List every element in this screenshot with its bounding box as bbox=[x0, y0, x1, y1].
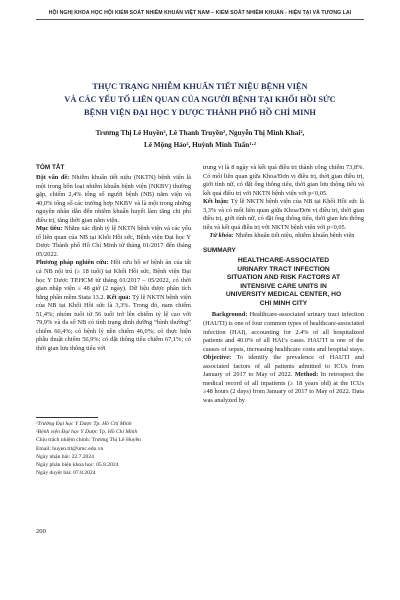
summary-heading: SUMMARY bbox=[203, 246, 236, 254]
paper-title bbox=[40, 80, 360, 119]
footnote-received: Ngày nhận bài: 22.7.2024 bbox=[36, 453, 94, 460]
en-background-label: Background: bbox=[211, 311, 248, 319]
summary-title bbox=[203, 257, 364, 309]
objective-label: Mục tiêu: bbox=[36, 225, 63, 233]
conclusion-label: Kết luận: bbox=[203, 198, 229, 206]
authors-line: Trương Thị Lê Huyền², Lê Thanh Truyền², Nguyễn Thị Minh Khai², bbox=[95, 129, 305, 137]
summary-title-line: URINARY TRACT INFECTION bbox=[237, 265, 330, 273]
abstract-heading: TÓM TẮT bbox=[36, 164, 65, 171]
conclusion-text: Tỷ lệ NKTN bệnh viện của NB tại Khối Hồi sức là 3,3% và có mối liên quan giữa Khoa/Đơn vị điều trị, thời gian điều trị, giới tính nữ, có đặt ống thông tiểu, thời gian lưu thông tiểu và kết quả điều trị với NKTN bệnh viện với p<0,05. bbox=[203, 198, 364, 231]
title-line: VÀ CÁC YẾU TỐ LIÊN QUAN CỦA NGƯỜI BỆNH TẠI KHỐI HỒI SỨC bbox=[64, 95, 336, 104]
results-continued: trung vị là 8 ngày và kết quả điều trị thành công chiếm 73,8%. Có mối liên quan giữa Khoa/Đơn vị điều trị, thời gian điều trị, giới tính nữ, có đặt ống thông tiểu, thời gian lưu thông tiểu và kết quả điều trị với NKTN bệnh viện với p<0,05. bbox=[203, 164, 364, 197]
footnote-rule bbox=[36, 417, 98, 418]
keywords-text: Nhiễm khuẩn tiết niệu, nhiễm khuẩn bệnh viện bbox=[233, 232, 355, 240]
summary-title-line: CHI MINH CITY bbox=[259, 299, 308, 307]
title-line: BỆNH VIỆN ĐẠI HỌC Y DƯỢC THÀNH PHỐ HỒ CHÍ MINH bbox=[84, 108, 316, 117]
en-method-text: In retrospect the medical record of all inpatients (≥ 18 years old) at the ICUs ≥48 hours (2 days) from January of 2017 to May of 2022. Data was analyzed by bbox=[203, 371, 364, 404]
footnote-accepted: Ngày duyệt bài: 07.8.2024 bbox=[36, 470, 96, 477]
running-head: HỘI NGHỊ KHOA HỌC HỘI KIỂM SOÁT NHIỄM KHUẨN VIỆT NAM – KIỂM SOÁT NHIỄM KHUẨN - HIỆN TẠI VÀ TƯƠNG LAI bbox=[48, 10, 352, 16]
objective-text: Nhằm xác định tỷ lệ NKTN bệnh viện và các yếu tố liên quan của NB tại Khối Hồi sức, Bệnh viện Đại học Y Dược Thành phố Hồ Chí Minh từ tháng 01/2017 đến tháng 05/2022. bbox=[36, 225, 192, 258]
title-line: THỰC TRẠNG NHIỄM KHUẨN TIẾT NIỆU BỆNH VIỆN bbox=[92, 82, 308, 91]
footnotes bbox=[36, 420, 196, 477]
summary-title-line: UNIVERSITY MEDICAL CENTER, HO bbox=[225, 291, 342, 299]
footnote-corresponding: Chịu trách nhiệm chính: Trương Thị Lê Huyền bbox=[36, 437, 141, 444]
en-objective-label: Objective: bbox=[203, 354, 232, 362]
abstract-body-en bbox=[203, 311, 364, 405]
page-number: 200 bbox=[36, 528, 46, 535]
background-label: Đặt vấn đề: bbox=[36, 174, 70, 181]
abstract-body-vi-cont bbox=[203, 164, 364, 241]
result-label: Kết quả: bbox=[106, 293, 131, 301]
footnote-affiliation-2: ²Bệnh viện Đại học Y Dược Tp. Hồ Chí Minh bbox=[36, 429, 138, 436]
method-label: Phương pháp nghiên cứu: bbox=[36, 259, 109, 267]
footnote-email: Email: huyen.ttl@umc.edu.vn bbox=[36, 445, 104, 452]
en-objective-text: To identify the prevalence of HAUTI and associated factors of all patients admitted to ICUs from January of 2017 to May of 2022. bbox=[203, 354, 364, 379]
author-list bbox=[40, 127, 360, 151]
left-column bbox=[36, 164, 191, 353]
abstract-body-vi bbox=[36, 174, 191, 353]
background-text: Nhiễm khuẩn tiết niệu (NKTN) bệnh viện là một trong bốn loại nhiễm khuẩn bệnh viện (NKBV) thường gặp, chiếm 2,4% tổng số người bệnh (NB) nằm viện và 40,0% tổng số các trường hợp NKBV và là một trong những nguyên nhân dẫn đến nhiễm khuẩn huyết làm tăng chi phí điều trị, tăng thời gian nằm viện. bbox=[36, 174, 191, 224]
result-text: Tỷ lệ NKTN bệnh viện của NB tại Khối Hồi sức là 3,3%. Trong đó, nam chiếm 51,4%; nhóm tuổi từ 56 tuổi trở lên chiếm tỷ lệ cao với 79,9% và đa số NB có tình trạng dinh dưỡng “bình thường” chiếm 66,4%; có bệnh lý nền chiếm 46,0%; có thực hiện phẫu thuật chiếm 56,9%; có đặt thông tiểu chiếm 67,1%; có thời gian lưu thông tiểu với bbox=[36, 293, 191, 352]
summary-title-line: HEALTHCARE-ASSOCIATED bbox=[237, 256, 330, 264]
method-text: Hồi cứu hồ sơ bệnh án của tất cả NB nội trú (≥ 18 tuổi) tại Khối Hồi sức, Bệnh viện Đại học Y Dược TP.HCM từ tháng 01/2017 – 05/2022, có thời gian nhập viện ≥ 48 giờ (2 ngày). Dữ liệu được phân tích bằng phần mềm Stata 13.2. bbox=[36, 259, 191, 301]
summary-title-line: SITUATION AND RISK FACTORS AT bbox=[226, 274, 341, 282]
footnote-affiliation-1: ¹Trường Đại học Y Dược Tp. Hồ Chí Minh bbox=[36, 421, 132, 427]
footnote-reviewed: Ngày phản biện khoa học: 05.8.2024 bbox=[36, 462, 119, 469]
en-method-label: Method: bbox=[294, 371, 319, 379]
en-background-text: Healthcare-associated urinary tract infection (HAUTI) is one of four common types of healthcare-associated infection (HAI), accounting for 2.4% of all hospitalized patients and 40.0% of all HAI’s cases. HAUTI is one of the causes of sepsis, increasing healthcare costs and hospital stays. bbox=[203, 311, 365, 353]
keywords-label: Từ khóa: bbox=[209, 232, 234, 240]
summary-title-line: INTENSIVE CARE UNITS IN bbox=[240, 282, 327, 290]
header-rule bbox=[36, 19, 364, 20]
right-column bbox=[203, 164, 364, 406]
authors-line: Lê Mộng Hảo², Huỳnh Minh Tuấn¹·² bbox=[144, 141, 256, 149]
